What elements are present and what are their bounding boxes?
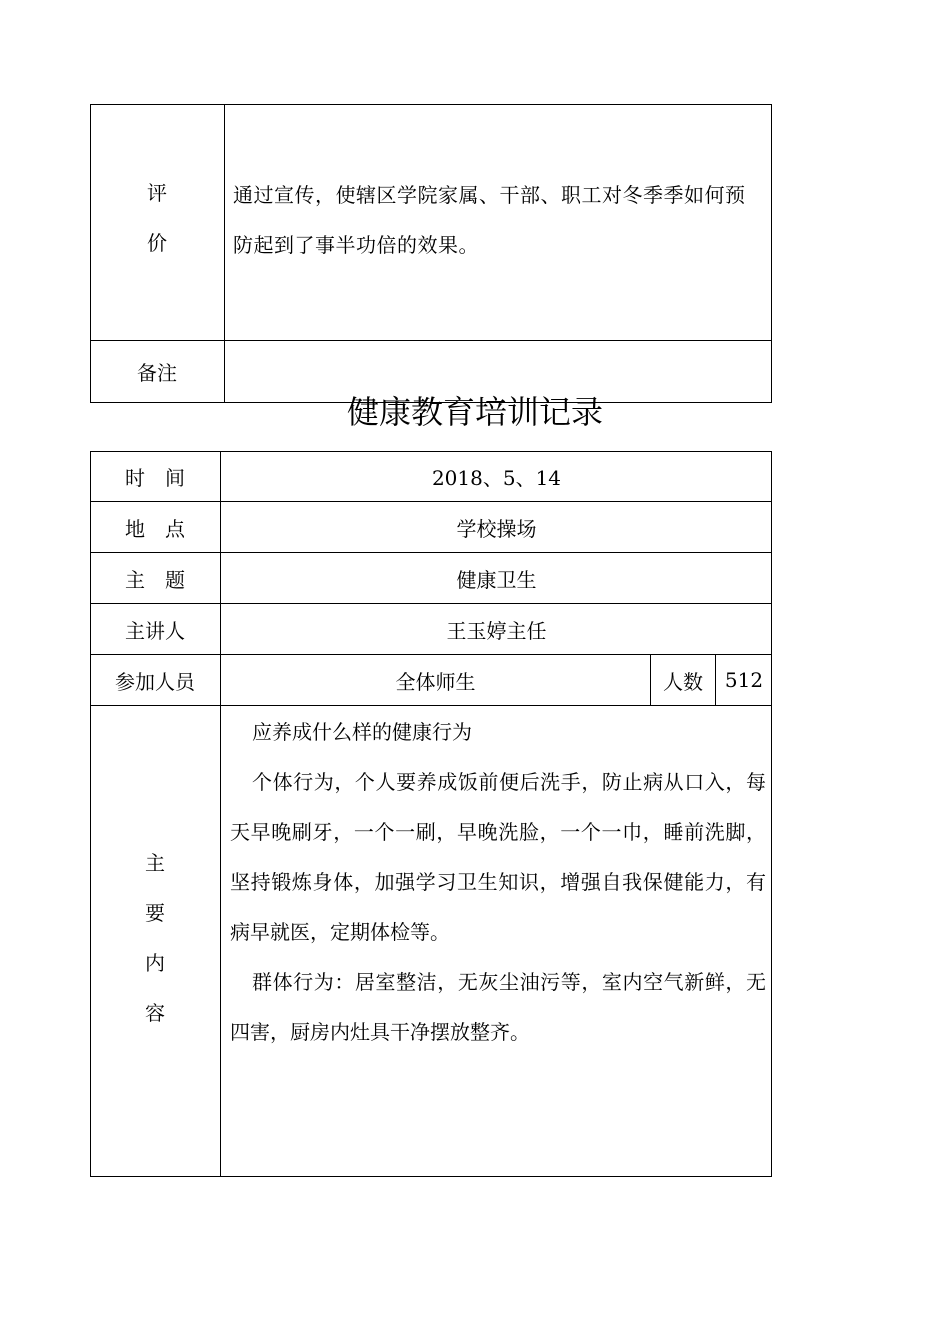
time-label: 时 间: [125, 465, 185, 490]
evaluation-label: [90, 168, 224, 268]
participants-value: 全体师生: [395, 669, 476, 694]
content-label-char: 要: [145, 901, 165, 925]
content-label-char: 内: [145, 951, 165, 975]
evaluation-label-char: 价: [147, 231, 167, 255]
content-label: [90, 838, 220, 1038]
document-title: 健康教育培训记录: [346, 393, 603, 431]
content-label-char: 容: [145, 1001, 165, 1025]
content-label-char: 主: [145, 851, 165, 875]
content-paragraph: 应养成什么样的健康行为: [252, 720, 472, 744]
table-divider: [90, 705, 772, 706]
content-paragraph: 群体行为：居室整洁，无灰尘油污等，室内空气新鲜，无四害，厨房内灶具干净摆放整齐。: [230, 970, 766, 1044]
place-value: 学校操场: [456, 516, 537, 541]
count-label: 人数: [663, 669, 703, 694]
speaker-label: 主讲人: [125, 618, 185, 643]
evaluation-label-char: 评: [147, 181, 167, 205]
topic-label: 主 题: [125, 567, 185, 592]
speaker-value: 王玉婷主任: [446, 618, 547, 643]
count-value: 512: [724, 668, 764, 692]
content-paragraph: 个体行为，个人要养成饭前便后洗手，防止病从口入，每天早晚刷牙，一个一刷，早晚洗脸，一个一巾，睡前洗脚，坚持锻炼身体，加强学习卫生知识，增强自我保健能力，有病早就医，定期体检等。: [230, 770, 766, 944]
participants-label: 参加人员: [115, 669, 195, 694]
topic-value: 健康卫生: [456, 567, 537, 592]
place-label: 地 点: [125, 516, 185, 541]
content-body: [230, 707, 766, 1057]
remark-label: 备注: [137, 361, 177, 385]
time-value: 2018、5、14: [431, 465, 562, 490]
evaluation-text: 通过宣传，使辖区学院家属、干部、职工对冬季季如何预防起到了事半功倍的效果。: [233, 183, 746, 257]
